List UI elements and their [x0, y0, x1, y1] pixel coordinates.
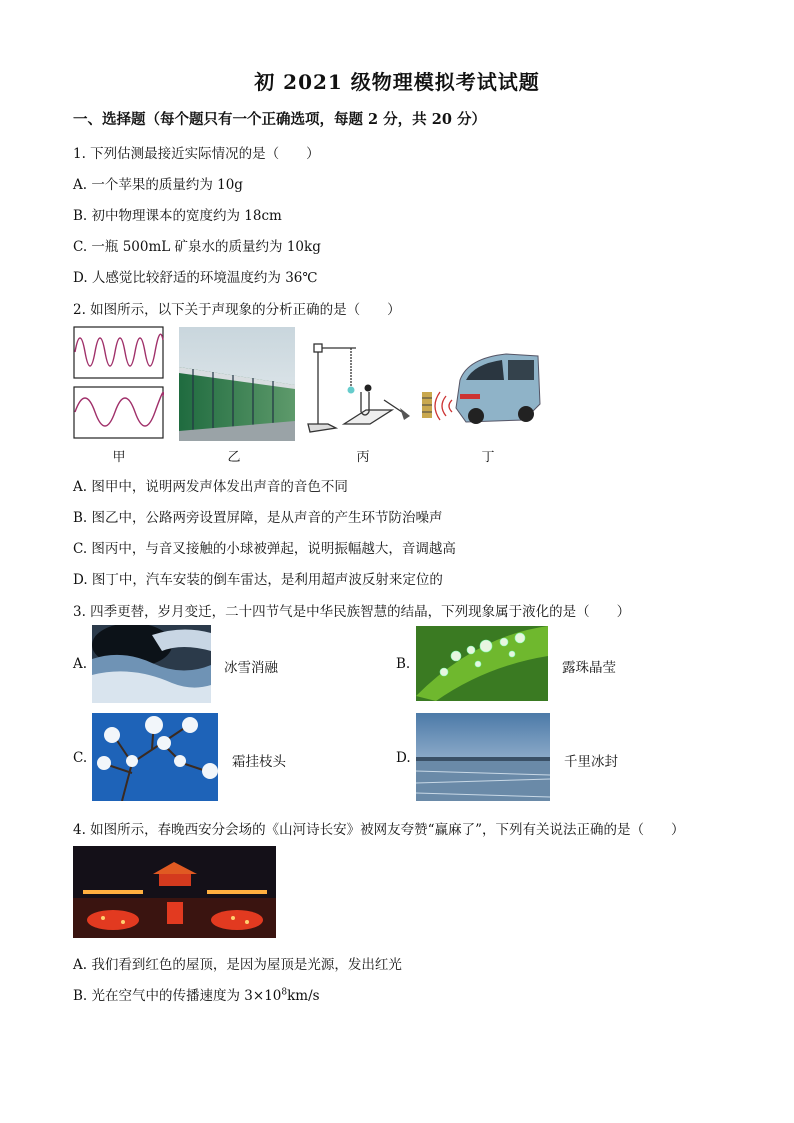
q3-option-a-caption: 冰雪消融 — [224, 660, 278, 676]
caption-yi: 乙 — [227, 450, 241, 465]
q3-option-c-caption: 霜挂枝头 — [232, 754, 286, 770]
q1-option-a: A. 一个苹果的质量约为 10g — [73, 177, 243, 193]
q3-option-b-caption: 露珠晶莹 — [562, 660, 616, 676]
caption-jia: 甲 — [112, 450, 126, 465]
q4-image-night-palace — [73, 846, 276, 938]
q4-option-a: A. 我们看到红色的屋顶，是因为屋顶是光源，发出红光 — [73, 957, 402, 973]
q3-image-frost-branches — [92, 713, 218, 801]
page-title: 初 2021 级物理模拟考试试题 — [254, 70, 540, 94]
figure-jia-waveforms — [73, 326, 165, 440]
q1-option-b: B. 初中物理课本的宽度约为 18cm — [73, 208, 282, 224]
figure-bing-tuning-fork — [306, 336, 412, 434]
caption-ding: 丁 — [481, 450, 495, 465]
q2-option-a: A. 图甲中，说明两发声体发出声音的音色不同 — [73, 479, 348, 495]
question-4-stem: 4. 如图所示，春晚西安分会场的《山河诗长安》被网友夸赞“赢麻了”，下列有关说法正确的是（ ） — [73, 822, 685, 838]
q1-option-d: D. 人感觉比较舒适的环境温度约为 36℃ — [73, 270, 318, 286]
q3-option-a-letter: A. — [73, 656, 88, 672]
q4-option-b-unit: km/s — [287, 988, 320, 1004]
q4-option-b — [73, 984, 320, 1004]
caption-bing: 丙 — [356, 450, 370, 465]
q3-image-melting-snow — [92, 625, 211, 703]
q3-option-b-letter: B. — [396, 656, 411, 672]
q2-option-c: C. 图丙中，与音叉接触的小球被弹起，说明振幅越大，音调越高 — [73, 541, 456, 557]
question-2-stem: 2. 如图所示，以下关于声现象的分析正确的是（ ） — [73, 302, 401, 318]
q3-image-frozen-lake — [416, 713, 550, 801]
section-heading: 一、选择题（每个题只有一个正确选项，每题 2 分，共 20 分） — [73, 111, 486, 128]
q2-option-d: D. 图丁中，汽车安装的倒车雷达，是利用超声波反射来定位的 — [73, 572, 443, 588]
question-3-stem: 3. 四季更替，岁月变迁，二十四节气是中华民族智慧的结晶，下列现象属于液化的是（ ） — [73, 604, 631, 620]
figure-ding-car-radar — [416, 350, 542, 432]
q3-option-d-caption: 千里冰封 — [564, 754, 618, 770]
question-1-stem: 1. 下列估测最接近实际情况的是（ ） — [73, 146, 320, 162]
q1-option-c: C. 一瓶 500mL 矿泉水的质量约为 10kg — [73, 239, 321, 255]
q3-option-c-letter: C. — [73, 750, 88, 766]
q2-option-b: B. 图乙中，公路两旁设置屏障，是从声音的产生环节防治噪声 — [73, 510, 443, 526]
figure-yi-sound-barrier — [179, 327, 295, 441]
q4-option-b-exponent: 8 — [281, 987, 288, 998]
q3-image-dew-drops — [416, 626, 548, 701]
q4-option-b-text: B. 光在空气中的传播速度为 3×10 — [73, 988, 282, 1004]
q3-option-d-letter: D. — [396, 750, 411, 766]
